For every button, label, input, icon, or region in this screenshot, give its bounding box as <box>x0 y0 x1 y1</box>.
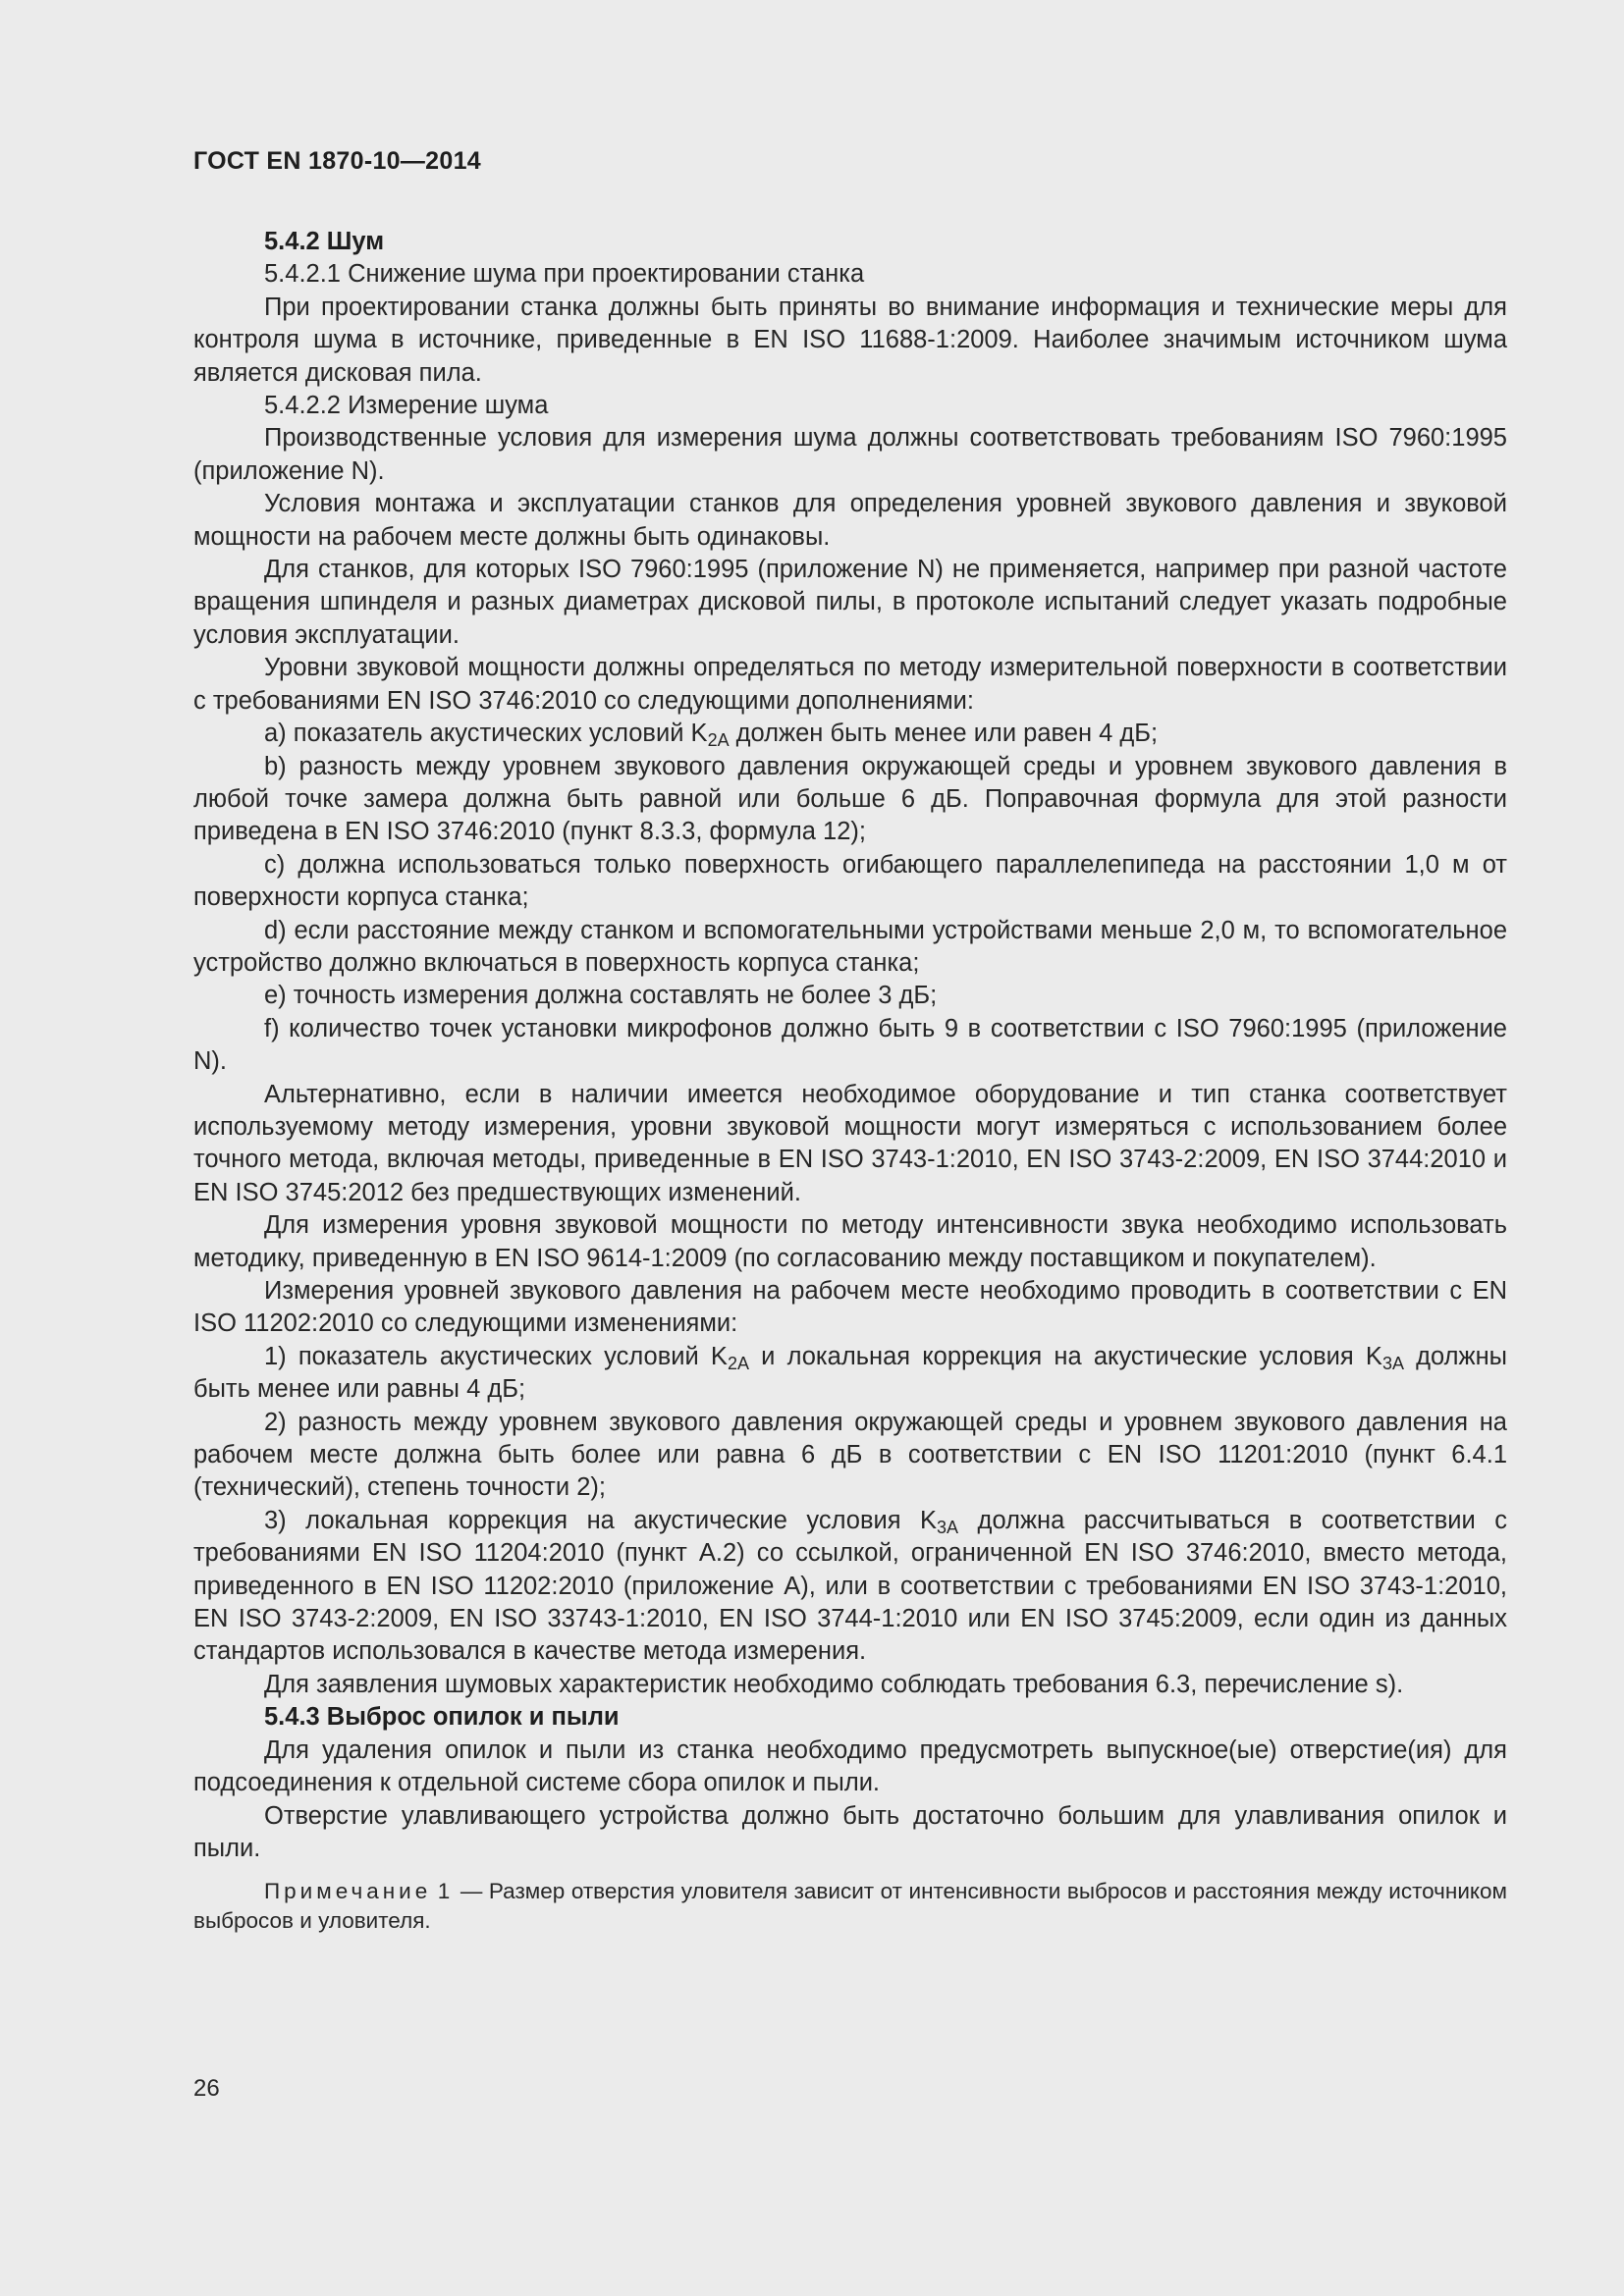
list-item-2: 2) разность между уровнем звукового давления окружающей среды и уровнем звукового давления на рабочем месте должна быть более или равна 6 дБ в соответствии с EN ISO 11201:2010 (пункт 6.4.1 (технический), степень точности 2); <box>193 1408 1507 1502</box>
list-item-b: b) разность между уровнем звукового давления окружающей среды и уровнем звукового давления в любой точке замера должна быть равной или больше 6 дБ. Поправочная формула для этой разности приведена в EN ISO 3746:2010 (пункт 8.3.3, формула 12); <box>193 752 1507 846</box>
list-item-3: 3) локальная коррекция на акустические условия $K_{3A}$ должна рассчитываться в соответствии с требованиями EN ISO 11204:2010 (пункт A.2) со ссылкой, ограниченной EN ISO 3746:2010, вместо метода, приведенного в EN ISO 11202:2010 (приложение A), или в соответствии с требованиями EN ISO 3743-1:2010, EN ISO 3743-2:2009, EN ISO 33743-1:2010, EN ISO 3744-1:2010 или EN ISO 3745:2009, если один из данных стандартов использовался в качестве метода измерения. <box>193 1506 1507 1666</box>
document-header: ГОСТ EN 1870-10—2014 <box>193 147 481 175</box>
paragraph: Для заявления шумовых характеристик необходимо соблюдать требования 6.3, перечисление s). <box>264 1670 1404 1698</box>
page-number: 26 <box>193 2075 220 2102</box>
paragraph: Для удаления опилок и пыли из станка необходимо предусмотреть выпускное(ые) отверстие(ия) для подсоединения к отдельной системе сбора опилок и пыли. <box>193 1735 1507 1797</box>
list-item-d: d) если расстояние между станком и вспомогательными устройствами меньше 2,0 м, то вспомогательное устройство должно включаться в поверхность корпуса станка; <box>193 916 1507 977</box>
note-label: Примечание <box>264 1879 432 1904</box>
section-heading-dust: 5.4.3 Выброс опилок и пыли <box>264 1703 620 1732</box>
paragraph: При проектировании станка должны быть приняты во внимание информация и технические меры для контроля шума в источнике, приведенные в EN ISO 11688-1:2009. Наиболее значимым источником шума является дисковая пила. <box>193 293 1507 387</box>
subsection-heading-noise-design: 5.4.2.1 Снижение шума при проектировании станка <box>264 260 865 289</box>
paragraph: Отверстие улавливающего устройства должно быть достаточно большим для улавливания опилок и пыли. <box>193 1801 1507 1862</box>
paragraph: Для измерения уровня звуковой мощности по методу интенсивности звука необходимо использовать методику, приведенную в EN ISO 9614-1:2009 (по согласованию между поставщиком и покупателем). <box>193 1211 1507 1272</box>
list-item-e: e) точность измерения должна составлять не более 3 дБ; <box>264 982 938 1010</box>
list-item-a: a) показатель акустических условий $K_{2A}$ должен быть менее или равен 4 дБ; <box>264 720 1159 751</box>
document-body <box>193 226 1507 1936</box>
paragraph: Условия монтажа и эксплуатации станков для определения уровней звукового давления и звуковой мощности на рабочем месте должны быть одинаковы. <box>193 490 1507 551</box>
paragraph: Производственные условия для измерения шума должны соответствовать требованиям ISO 7960:1995 (приложение N). <box>193 424 1507 485</box>
section-heading-noise: 5.4.2 Шум <box>264 228 385 255</box>
paragraph: Уровни звуковой мощности должны определяться по методу измерительной поверхности в соответствии с требованиями EN ISO 3746:2010 со следующими дополнениями: <box>193 654 1507 715</box>
paragraph: Для станков, для которых ISO 7960:1995 (приложение N) не применяется, например при разной частоте вращения шпинделя и разных диаметрах дисковой пилы, в протоколе испытаний следует указать подробные условия эксплуатации. <box>193 556 1507 649</box>
paragraph: Измерения уровней звукового давления на рабочем месте необходимо проводить в соответствии с EN ISO 11202:2010 со следующими изменениями: <box>193 1277 1507 1338</box>
subsection-heading-noise-measurement: 5.4.2.2 Измерение шума <box>264 392 549 420</box>
list-item-f: f) количество точек установки микрофонов должно быть 9 в соответствии с ISO 7960:1995 (приложение N). <box>193 1014 1507 1076</box>
list-item-c: c) должна использоваться только поверхность огибающего параллелепипеда на расстоянии 1,0 м от поверхности корпуса станка; <box>193 850 1507 912</box>
paragraph: Альтернативно, если в наличии имеется необходимое оборудование и тип станка соответствует используемому методу измерения, уровни звуковой мощности могут измеряться с использованием более точного метода, включая методы, приведенные в EN ISO 3743-1:2010, EN ISO 3743-2:2009, EN ISO 3744:2010 и EN ISO 3745:2012 без предшествующих изменений. <box>193 1080 1507 1206</box>
note <box>193 1877 1507 1936</box>
list-item-1: 1) показатель акустических условий $K_{2A}$ и локальная коррекция на акустические условия $K_{3A}$ должны быть менее или равны 4 дБ; <box>193 1342 1507 1404</box>
note-number: 1 <box>437 1879 455 1904</box>
note-text: — Размер отверстия уловителя зависит от интенсивности выбросов и расстояния между источником выбросов и уловителя. <box>193 1879 1507 1934</box>
